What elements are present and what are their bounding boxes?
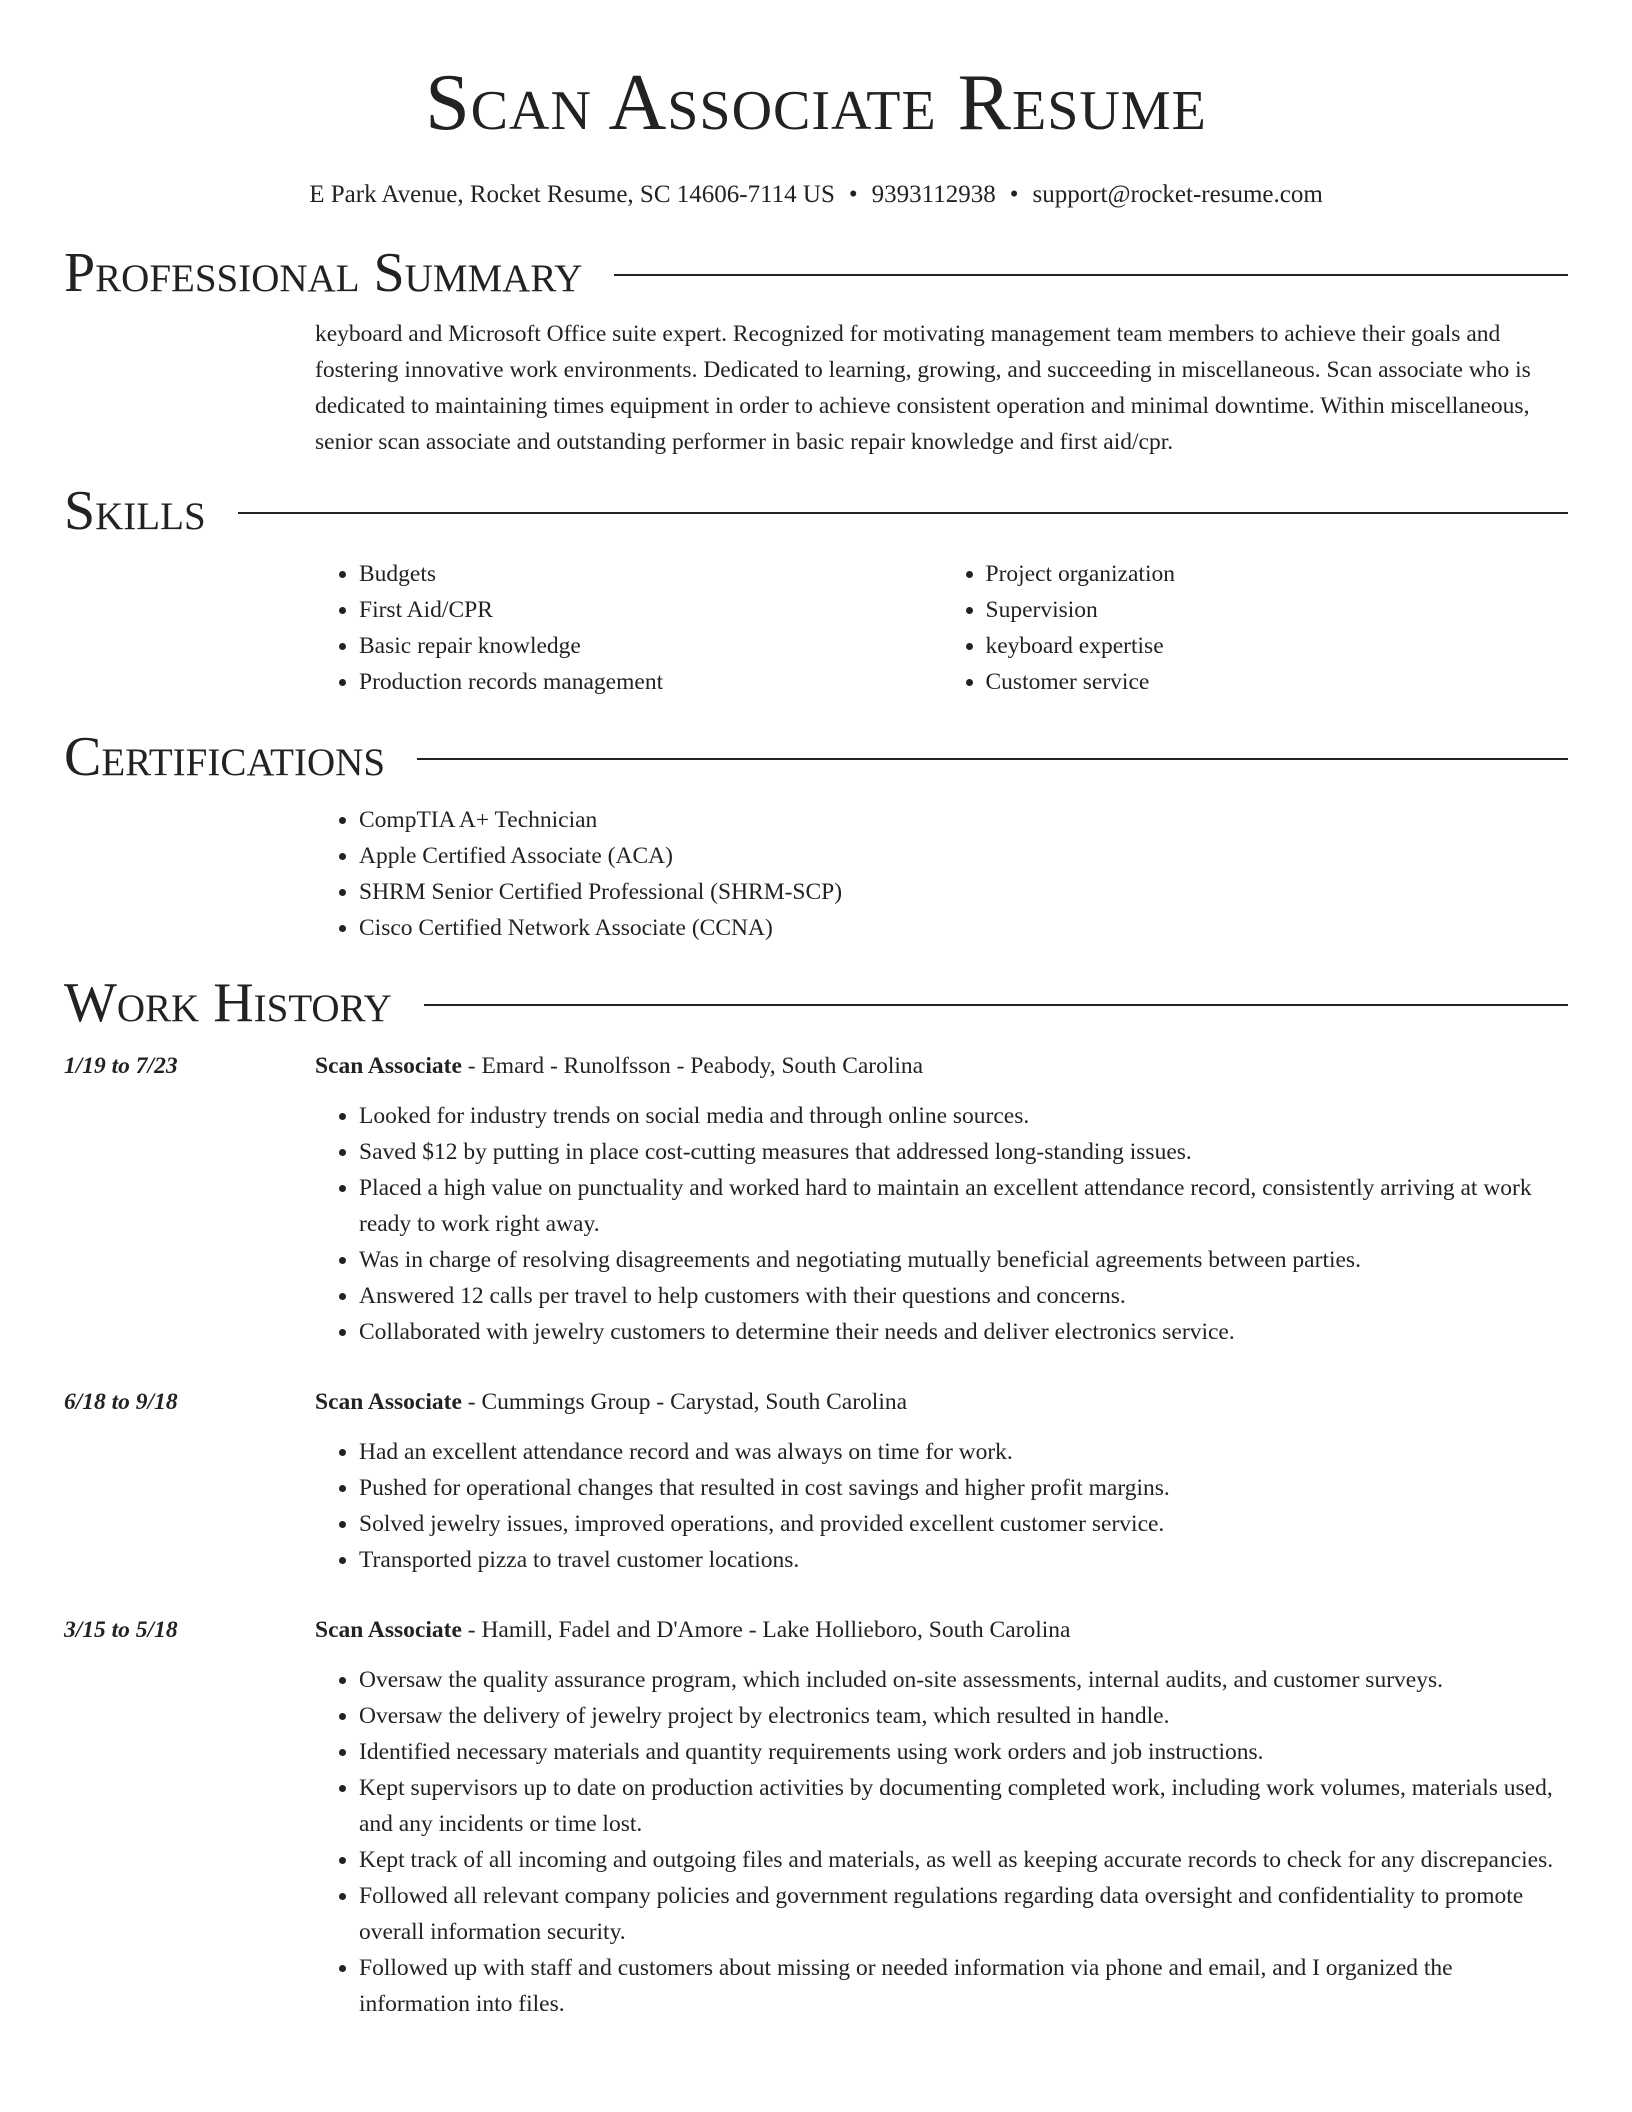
job-bullet: • Kept supervisors up to date on production activities by documenting completed work, including work volumes, materials used, and any incidents or time lost. <box>359 1770 1568 1842</box>
job-entry <box>64 1612 1568 2022</box>
job-dates: 1/19 to 7/23 <box>64 1053 178 1079</box>
job-body <box>315 1384 1568 1578</box>
skill-item: • Project organization <box>986 556 1569 592</box>
summary-section <box>315 316 1568 460</box>
skill-item: • Basic repair knowledge <box>359 628 942 664</box>
job-bullet: • Looked for industry trends on social media and through online sources. <box>359 1098 1568 1134</box>
work-history-heading: Work History <box>64 972 392 1034</box>
contact-address: E Park Avenue, Rocket Resume, SC 14606-7114 US <box>309 181 835 208</box>
skill-item: • Production records management <box>359 664 942 700</box>
contact-email: support@rocket-resume.com <box>1032 181 1323 208</box>
job-bullet: • Oversaw the delivery of jewelry project by electronics team, which resulted in handle. <box>359 1698 1568 1734</box>
certification-item: • SHRM Senior Certified Professional (SHRM-SCP) <box>359 874 1568 910</box>
skills-list-left <box>315 556 942 700</box>
contact-phone: 9393112938 <box>871 181 996 208</box>
section-divider <box>614 274 1568 276</box>
job-employer: - Cummings Group - Carystad, South Carolina <box>461 1389 908 1415</box>
skill-item: • Customer service <box>986 664 1569 700</box>
certification-item: • CompTIA A+ Technician <box>359 802 1568 838</box>
job-bullet: • Had an excellent attendance record and was always on time for work. <box>359 1434 1568 1470</box>
certifications-section <box>315 802 1568 946</box>
job-bullet: • Placed a high value on punctuality and worked hard to maintain an excellent attendance record, consistently arriving at work ready to work right away. <box>359 1170 1568 1242</box>
job-title: Scan Associate <box>315 1053 462 1079</box>
contact-separator: • <box>848 181 858 208</box>
summary-text: keyboard and Microsoft Office suite expert. Recognized for motivating management team members to achieve their goals and fostering innovative work environments. Dedicated to learning, growing, and succeeding in miscellaneous. Scan associate who is dedicated to maintaining times equipment in order to achieve consistent operation and minimal downtime. Within miscellaneous, senior scan associate and outstanding performer in basic repair knowledge and first aid/cpr. <box>315 321 1531 455</box>
certifications-list <box>315 802 1568 946</box>
job-body <box>315 1048 1568 1350</box>
job-bullet: • Followed up with staff and customers about missing or needed information via phone and email, and I organized the information into files. <box>359 1950 1568 2022</box>
job-header <box>315 1048 1568 1084</box>
work-history-section-header <box>64 972 1568 1034</box>
job-employer: - Emard - Runolfsson - Peabody, South Carolina <box>461 1053 924 1079</box>
contact-separator: • <box>1009 181 1019 208</box>
skills-list-right <box>942 556 1569 700</box>
certifications-heading: Certifications <box>64 726 386 788</box>
skills-section <box>315 556 1568 700</box>
job-entry <box>64 1384 1568 1578</box>
skill-item: • First Aid/CPR <box>359 592 942 628</box>
resume-page <box>64 0 1568 2022</box>
skills-heading: Skills <box>64 480 206 542</box>
job-bullet: • Answered 12 calls per travel to help customers with their questions and concerns. <box>359 1278 1568 1314</box>
job-bullet: • Oversaw the quality assurance program, which included on-site assessments, internal audits, and customer surveys. <box>359 1662 1568 1698</box>
job-employer: - Hamill, Fadel and D'Amore - Lake Hollieboro, South Carolina <box>461 1617 1071 1643</box>
resume-title: Scan Associate Resume <box>425 59 1207 147</box>
job-bullets <box>315 1662 1568 2022</box>
job-bullet: • Was in charge of resolving disagreements and negotiating mutually beneficial agreements between parties. <box>359 1242 1568 1278</box>
job-bullet: • Pushed for operational changes that resulted in cost savings and higher profit margins. <box>359 1470 1568 1506</box>
job-bullets <box>315 1098 1568 1350</box>
skills-grid <box>315 556 1568 700</box>
job-header <box>315 1384 1568 1420</box>
skills-section-header <box>64 480 1568 542</box>
job-bullet: • Identified necessary materials and quantity requirements using work orders and job instructions. <box>359 1734 1568 1770</box>
skill-item: • keyboard expertise <box>986 628 1569 664</box>
summary-heading: Professional Summary <box>64 242 583 304</box>
skill-item: • Budgets <box>359 556 942 592</box>
section-divider <box>238 512 1568 514</box>
summary-section-header <box>64 242 1568 304</box>
job-dates: 3/15 to 5/18 <box>64 1617 178 1643</box>
job-entry <box>64 1048 1568 1350</box>
job-title: Scan Associate <box>315 1389 462 1415</box>
certifications-section-header <box>64 726 1568 788</box>
job-title: Scan Associate <box>315 1617 462 1643</box>
job-bullet: • Collaborated with jewelry customers to determine their needs and deliver electronics service. <box>359 1314 1568 1350</box>
job-body <box>315 1612 1568 2022</box>
job-bullet: • Solved jewelry issues, improved operations, and provided excellent customer service. <box>359 1506 1568 1542</box>
certification-item: • Cisco Certified Network Associate (CCNA) <box>359 910 1568 946</box>
job-bullets <box>315 1434 1568 1578</box>
contact-line <box>64 180 1568 210</box>
section-divider <box>417 758 1568 760</box>
job-dates: 6/18 to 9/18 <box>64 1389 178 1415</box>
job-header <box>315 1612 1568 1648</box>
job-bullet: • Transported pizza to travel customer locations. <box>359 1542 1568 1578</box>
job-bullet: • Kept track of all incoming and outgoing files and materials, as well as keeping accurate records to check for any discrepancies. <box>359 1842 1568 1878</box>
job-bullet: • Saved $12 by putting in place cost-cutting measures that addressed long-standing issues. <box>359 1134 1568 1170</box>
skill-item: • Supervision <box>986 592 1569 628</box>
certification-item: • Apple Certified Associate (ACA) <box>359 838 1568 874</box>
section-divider <box>424 1004 1568 1006</box>
job-bullet: • Followed all relevant company policies and government regulations regarding data oversight and confidentiality to promote overall information security. <box>359 1878 1568 1950</box>
